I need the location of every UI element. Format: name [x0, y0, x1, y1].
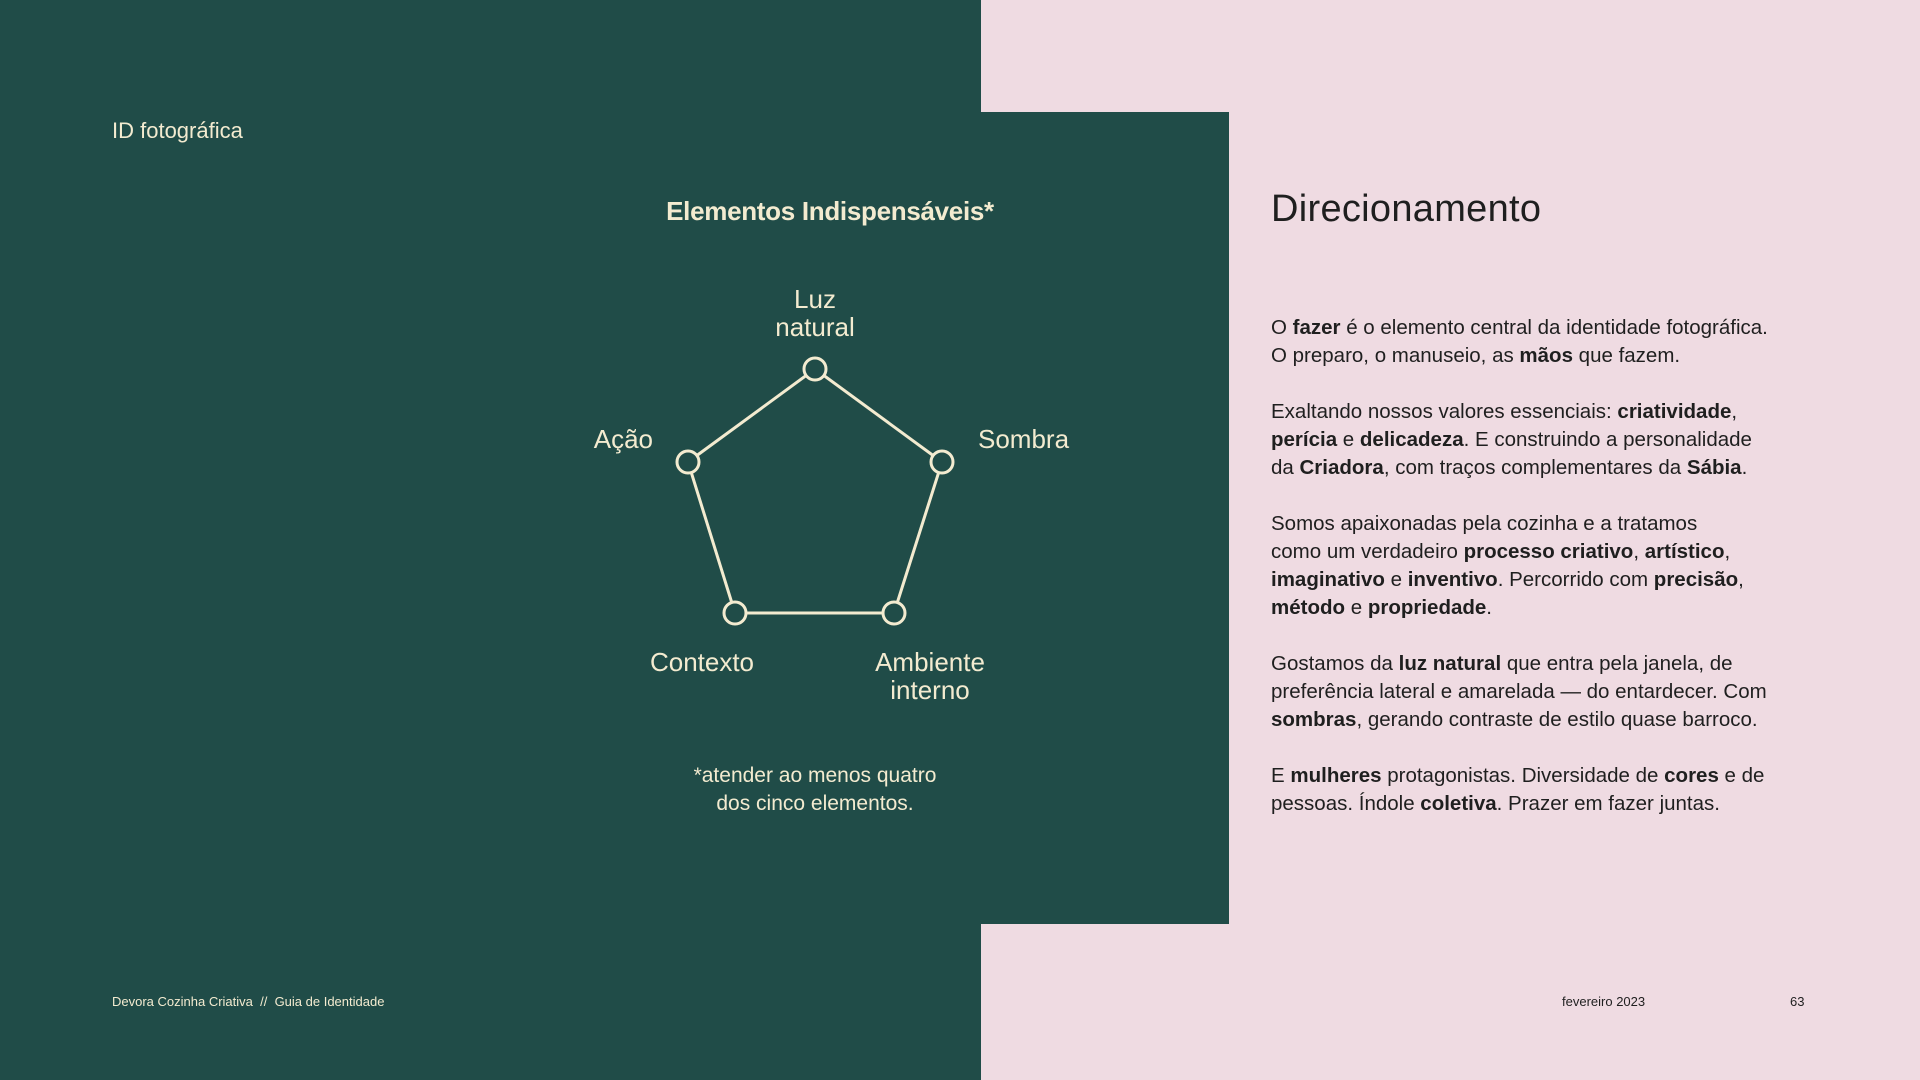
body-text-run: e — [1345, 596, 1368, 619]
diagram-footnote — [650, 762, 980, 818]
emphasis-text: perícia — [1271, 428, 1338, 451]
body-text-run: e de — [1718, 764, 1765, 787]
footnote-line1: *atender ao menos quatro — [693, 764, 937, 787]
emphasis-text: cores — [1664, 764, 1719, 787]
emphasis-text: precisão — [1653, 568, 1739, 591]
body-text-run: pessoas. Índole — [1271, 792, 1421, 815]
section-label: ID fotográfica — [112, 118, 243, 143]
body-paragraph — [1271, 314, 1871, 370]
label-luz-line2: natural — [775, 312, 855, 342]
node-contexto — [724, 602, 746, 624]
body-text-run: . Percorrido com — [1497, 568, 1654, 591]
pentagon-outline — [688, 369, 942, 613]
node-acao — [677, 451, 699, 473]
label-ambiente-line2: interno — [890, 675, 970, 705]
body-text-run: E — [1271, 764, 1291, 787]
emphasis-text: criatividade — [1617, 400, 1732, 423]
node-sombra — [931, 451, 953, 473]
footer-date: fevereiro 2023 — [1562, 994, 1646, 1009]
emphasis-text: delicadeza — [1359, 428, 1464, 451]
body-paragraph — [1271, 650, 1871, 734]
body-text-run: , — [1731, 400, 1738, 423]
emphasis-text: inventivo — [1407, 568, 1498, 591]
section-heading: Direcionamento — [1271, 188, 1542, 230]
emphasis-text: mãos — [1519, 344, 1573, 367]
emphasis-text: mulheres — [1290, 764, 1382, 787]
node-ambiente-interno — [883, 602, 905, 624]
footer-brand: Devora Cozinha Criativa // Guia de Identidade — [112, 994, 385, 1009]
body-text-run: Gostamos da — [1271, 652, 1399, 675]
body-text-run: como um verdadeiro — [1271, 540, 1464, 563]
label-luz-line1: Luz — [794, 284, 836, 314]
body-text-run: O — [1271, 316, 1293, 339]
body-text-run: que fazem. — [1572, 344, 1681, 367]
body-text-run: e — [1384, 568, 1408, 591]
body-text-run: , — [1738, 568, 1744, 591]
body-text-run: da — [1271, 456, 1300, 479]
footnote-line2: dos cinco elementos. — [716, 792, 914, 815]
body-text-run: . Prazer em fazer juntas. — [1496, 792, 1720, 815]
emphasis-text: Criadora — [1299, 456, 1384, 479]
diagram-title: Elementos Indispensáveis* — [666, 196, 994, 226]
emphasis-text: imaginativo — [1271, 568, 1385, 591]
page-number: 63 — [1790, 994, 1805, 1009]
body-paragraph — [1271, 398, 1871, 482]
label-acao: Ação — [593, 424, 653, 454]
body-text-run: Somos apaixonadas pela cozinha e a tratamos — [1271, 512, 1698, 535]
body-text-run: , com traços complementares da — [1383, 456, 1687, 479]
emphasis-text: sombras — [1271, 708, 1357, 731]
body-paragraph — [1271, 510, 1871, 622]
emphasis-text: coletiva — [1420, 792, 1497, 815]
body-text-run: , gerando contraste de estilo quase barroco. — [1356, 708, 1758, 731]
body-text-run: é o elemento central da identidade fotográfica. — [1340, 316, 1768, 339]
label-ambiente-interno — [850, 648, 1010, 704]
label-luz-natural — [735, 285, 895, 341]
body-text-run: , — [1724, 540, 1731, 563]
body-text-run: protagonistas. Diversidade de — [1381, 764, 1665, 787]
emphasis-text: fazer — [1292, 316, 1341, 339]
label-ambiente-line1: Ambiente — [875, 647, 985, 677]
emphasis-text: artístico — [1644, 540, 1725, 563]
label-sombra: Sombra — [978, 424, 1070, 454]
body-text-run: preferência lateral e amarelada — do entardecer. Com — [1271, 680, 1767, 703]
label-contexto: Contexto — [649, 647, 755, 677]
body-text-run: . — [1486, 596, 1492, 619]
emphasis-text: método — [1271, 596, 1346, 619]
body-text-run: . E construindo a personalidade — [1463, 428, 1752, 451]
body-text-run: . — [1741, 456, 1748, 479]
body-text-run: que entra pela janela, de — [1501, 652, 1733, 675]
body-text-run: O preparo, o manuseio, as — [1271, 344, 1520, 367]
node-luz-natural — [804, 358, 826, 380]
body-text-run: , — [1633, 540, 1645, 563]
body-text-run: Exaltando nossos valores essenciais: — [1271, 400, 1618, 423]
emphasis-text: Sábia — [1686, 456, 1742, 479]
body-paragraph — [1271, 762, 1871, 818]
emphasis-text: luz natural — [1398, 652, 1502, 675]
body-text — [1271, 314, 1871, 846]
emphasis-text: propriedade — [1367, 596, 1487, 619]
emphasis-text: processo criativo — [1463, 540, 1634, 563]
body-text-run: e — [1337, 428, 1360, 451]
